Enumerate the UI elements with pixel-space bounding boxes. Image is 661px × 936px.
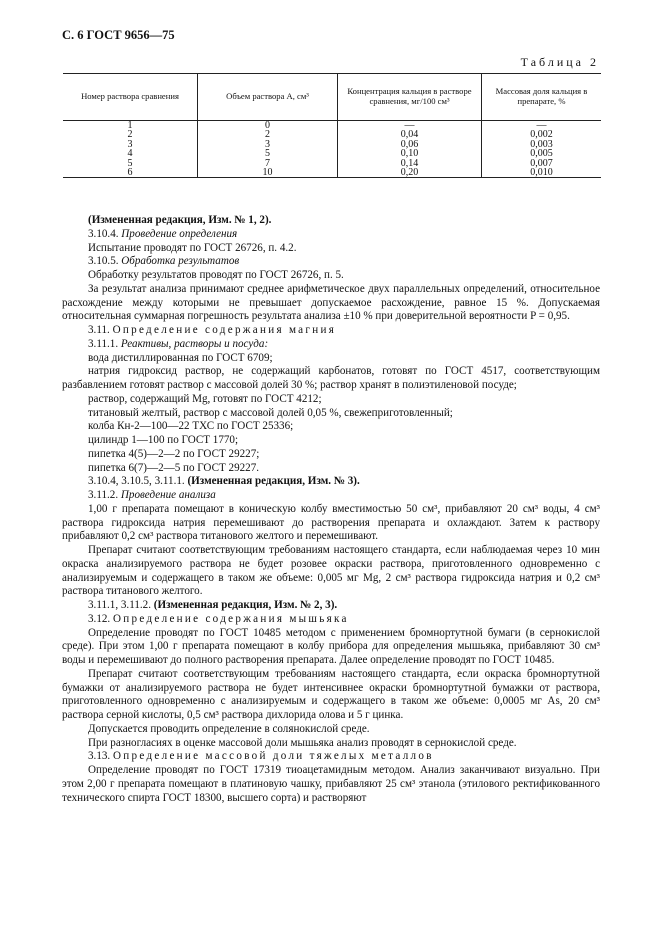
paragraph: 1,00 г препарата помещают в коническую колбу вместимостью 50 см³, прибавляют 20 см³ воды, 4 см³ раствора гидроксида натрия перемешивают до растворения препарата и охлаждают. Затем к раствору прибавляют 0,2 см³ раствора титанового желтого и перемешивают. — [62, 502, 600, 543]
section-heading: 3.11.1. Реактивы, растворы и посуда: — [88, 337, 269, 350]
table-cell: 6 — [127, 166, 133, 178]
paragraph: Определение проводят по ГОСТ 17319 тиоацетамидным методом. Анализ заканчивают визуально. При этом 2,00 г препарата помещают в платиновую чашку, прибавляют 25 см³ этанола (этилового ректификованного технического спирта ГОСТ 18300, высшего сорта) и растворяют — [62, 764, 600, 804]
col-mass-fraction — [482, 121, 602, 178]
paragraph: За результат анализа принимают среднее арифметическое двух параллельных определений, относительное расхождение между которыми не превышает допускаемое расхождение, равное 15 %. Допускаемая относительная суммарная погрешность результата анализа ±10 % при доверительной вероятности P = 0,95. — [62, 282, 600, 323]
table-cell: 0 — [265, 120, 270, 131]
table-cell: 0,06 — [400, 138, 419, 150]
col-concentration — [338, 121, 482, 178]
paragraph: Препарат считают соответствующим требованиям настоящего стандарта, если окраска бромнортутной бумажки от анализируемого раствора не будет интенсивнее окраски бромнортутной бумажки от раствора, приготовленного одновременно с анализируемым и содержащего в таком же объеме: 0,0005 мг As, 20 см³ раствора серной кислоты, 0,5 см³ раствора дихлорида олова и 5 г цинка. — [62, 667, 600, 721]
table-cell: — — [404, 120, 415, 131]
table-cell: 7 — [265, 157, 270, 169]
amendment-note: (Измененная редакция, Изм. № 1, 2). — [88, 214, 272, 226]
section-heading: 3.13. Определение массовой доли тяжелых металлов — [88, 750, 434, 763]
col-header-solution-number: Номер раствора сравнения — [63, 74, 198, 121]
table-cell: 0,10 — [400, 148, 419, 160]
paragraph: Определение проводят по ГОСТ 10485 методом с применением бромнортутной бумаги (в сернокислой среде). При этом 1,00 г препарата помещают в колбу прибора для определения мышьяка, прибавляют 30 см³ воды и перемешивают до полного растворения препарата. Далее определение проводят по ГОСТ 10485. — [62, 626, 600, 666]
table-cell: 0,002 — [530, 129, 553, 141]
table-cell: 2 — [127, 129, 133, 141]
list-item: вода дистиллированная по ГОСТ 6709; — [88, 351, 273, 364]
table-cell: 0,007 — [530, 157, 553, 169]
table-cell: — — [536, 120, 547, 131]
calcium-comparison-table — [63, 73, 601, 178]
list-item: раствор, содержащий Mg, готовят по ГОСТ 4212; — [88, 392, 322, 405]
table-cell: 0,005 — [530, 148, 553, 160]
list-item: колба Кн-2—100—22 ТХС по ГОСТ 25336; — [88, 420, 294, 433]
table-cell: 0,14 — [400, 157, 419, 169]
col-solution-number — [63, 121, 198, 178]
col-header-mass-fraction: Массовая доля кальция в препарате, % — [482, 74, 602, 121]
table-cell: 5 — [127, 157, 133, 169]
table-cell: 2 — [265, 129, 270, 141]
section-heading: 3.10.4. Проведение определения — [88, 227, 238, 240]
list-item: пипетка 4(5)—2—2 по ГОСТ 29227; — [88, 447, 260, 460]
table-cell: 3 — [127, 138, 133, 150]
col-header-concentration: Концентрация кальция в растворе сравнения, мг/100 см³ — [338, 74, 482, 121]
page-header: С. 6 ГОСТ 9656—75 — [62, 28, 175, 42]
table-cell: 10 — [262, 166, 273, 178]
table-cell: 5 — [265, 148, 270, 160]
section-heading: 3.11. Определение содержания магния — [88, 324, 337, 336]
table-cell: 1 — [127, 120, 133, 131]
col-volume — [198, 121, 338, 178]
paragraph: Препарат считают соответствующим требованиям настоящего стандарта, если наблюдаемая через 10 мин окраска анализируемого раствора не будет розовее окраски раствора, приготовленного одновременно с анализируемым и содержащего в таком же объеме: 0,005 мг Mg, 2 см³ раствора гидроксида натрия и 0,2 см³ раствора титанового желтого. — [62, 544, 600, 598]
amendment-note: 3.11.1, 3.11.2. (Измененная редакция, Изм. № 2, 3). — [88, 599, 338, 611]
section-heading: 3.12. Определение содержания мышьяка — [88, 612, 349, 625]
table-cell: 0,010 — [530, 166, 553, 178]
table-cell: 4 — [127, 148, 133, 160]
table-cell: 0,04 — [400, 129, 419, 141]
list-item: титановый желтый, раствор с массовой долей 0,05 %, свежеприготовленный; — [88, 406, 453, 419]
paragraph: При разногласиях в оценке массовой доли мышьяка анализ проводят в сернокислой среде. — [88, 736, 517, 749]
col-header-volume: Объем раствора А, см³ — [198, 74, 338, 121]
paragraph: Обработку результатов проводят по ГОСТ 26726, п. 5. — [88, 269, 344, 281]
table-cell: 0,003 — [530, 138, 553, 150]
table-caption: Таблица 2 — [520, 55, 599, 69]
table-cell: 3 — [265, 138, 270, 150]
paragraph: Испытание проводят по ГОСТ 26726, п. 4.2. — [88, 241, 297, 254]
list-item: пипетка 6(7)—2—5 по ГОСТ 29227. — [88, 461, 260, 474]
list-item: натрия гидроксид раствор, не содержащий карбонатов, готовят по ГОСТ 4517, соответствующим разбавлением готовят раствор с массовой долей 30 %; раствор хранят в полиэтиленовой посуде; — [62, 365, 600, 391]
section-heading: 3.11.2. Проведение анализа — [88, 489, 216, 501]
section-heading: 3.10.5. Обработка результатов — [88, 255, 240, 268]
paragraph: Допускается проводить определение в солянокислой среде. — [88, 722, 370, 735]
table-cell: 0,20 — [400, 166, 419, 178]
document-body — [62, 214, 600, 805]
list-item: цилиндр 1—100 по ГОСТ 1770; — [88, 434, 239, 446]
amendment-note: 3.10.4, 3.10.5, 3.11.1. (Измененная редакция, Изм. № 3). — [88, 475, 360, 488]
